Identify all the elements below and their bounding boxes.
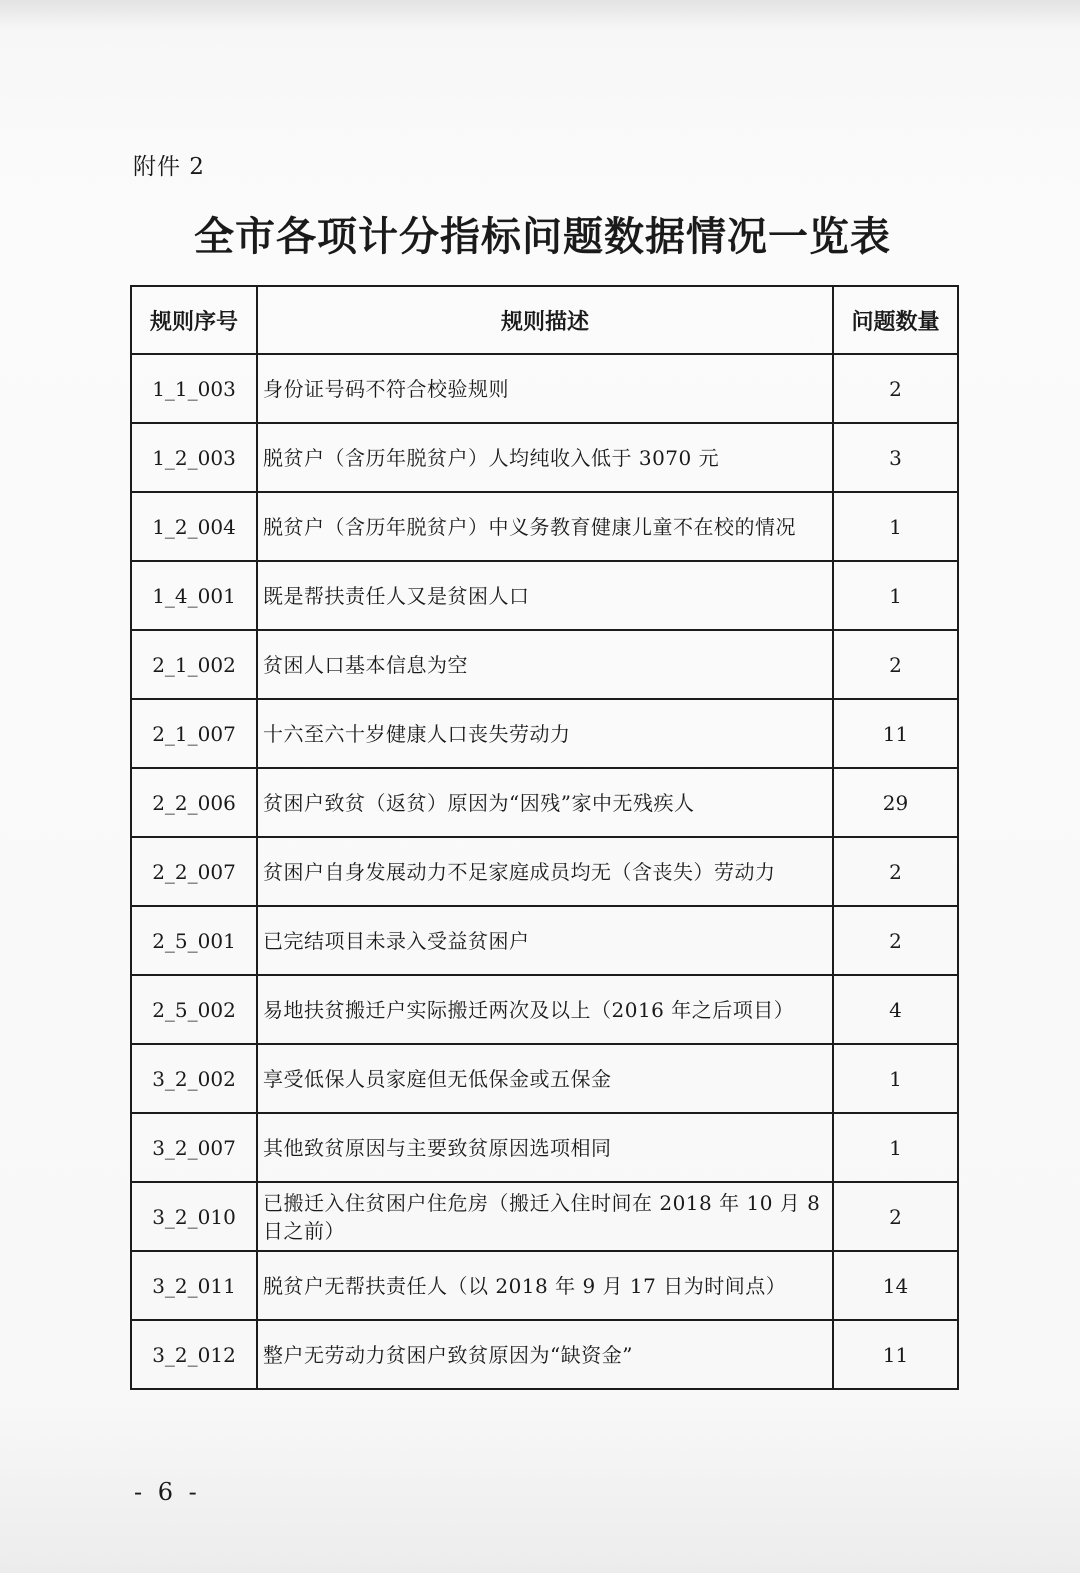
table-row <box>131 768 958 837</box>
rule-code-cell: 1_4_001 <box>131 561 257 630</box>
rule-description-cell: 脱贫户无帮扶责任人（以 2018 年 9 月 17 日为时间点） <box>257 1251 833 1320</box>
issue-count-cell: 3 <box>833 423 958 492</box>
table-row <box>131 1320 958 1389</box>
issue-count-cell: 2 <box>833 354 958 423</box>
rule-description-cell: 既是帮扶责任人又是贫困人口 <box>257 561 833 630</box>
rule-code-cell: 3_2_011 <box>131 1251 257 1320</box>
table-row <box>131 975 958 1044</box>
issue-count-cell: 29 <box>833 768 958 837</box>
rule-description-cell: 脱贫户（含历年脱贫户）中义务教育健康儿童不在校的情况 <box>257 492 833 561</box>
rule-description-cell: 贫困户自身发展动力不足家庭成员均无（含丧失）劳动力 <box>257 837 833 906</box>
rule-code-cell: 1_2_004 <box>131 492 257 561</box>
issue-count-cell: 2 <box>833 1182 958 1251</box>
table-row <box>131 354 958 423</box>
table-row <box>131 699 958 768</box>
document-title: 全市各项计分指标问题数据情况一览表 <box>194 214 891 260</box>
table-row <box>131 630 958 699</box>
rule-description-cell: 其他致贫原因与主要致贫原因选项相同 <box>257 1113 833 1182</box>
rule-code-cell: 3_2_007 <box>131 1113 257 1182</box>
table-row <box>131 1182 958 1251</box>
rule-description-cell: 贫困户致贫（返贫）原因为“因残”家中无残疾人 <box>257 768 833 837</box>
rule-code-cell: 1_1_003 <box>131 354 257 423</box>
table-header-row <box>131 286 958 354</box>
rule-description-cell: 贫困人口基本信息为空 <box>257 630 833 699</box>
issue-count-cell: 1 <box>833 1044 958 1113</box>
table-row <box>131 837 958 906</box>
table-row <box>131 906 958 975</box>
rule-description-cell: 已搬迁入住贫困户住危房（搬迁入住时间在 2018 年 10 月 8 日之前） <box>257 1182 833 1251</box>
issue-count-cell: 1 <box>833 1113 958 1182</box>
column-header-description: 规则描述 <box>257 286 833 354</box>
rule-code-cell: 2_5_001 <box>131 906 257 975</box>
rule-code-cell: 1_2_003 <box>131 423 257 492</box>
rule-code-cell: 3_2_010 <box>131 1182 257 1251</box>
rule-code-cell: 2_2_007 <box>131 837 257 906</box>
issue-count-cell: 11 <box>833 699 958 768</box>
table-row <box>131 492 958 561</box>
rule-code-cell: 2_5_002 <box>131 975 257 1044</box>
issue-count-cell: 2 <box>833 837 958 906</box>
rule-description-cell: 十六至六十岁健康人口丧失劳动力 <box>257 699 833 768</box>
column-header-count: 问题数量 <box>833 286 958 354</box>
column-header-code: 规则序号 <box>131 286 257 354</box>
rule-code-cell: 2_2_006 <box>131 768 257 837</box>
attachment-label: 附件 2 <box>133 154 205 180</box>
rules-table <box>130 285 959 1390</box>
issue-count-cell: 2 <box>833 906 958 975</box>
table-row <box>131 423 958 492</box>
issue-count-cell: 4 <box>833 975 958 1044</box>
rule-description-cell: 脱贫户（含历年脱贫户）人均纯收入低于 3070 元 <box>257 423 833 492</box>
page-number: - 6 - <box>134 1478 201 1506</box>
rule-description-cell: 易地扶贫搬迁户实际搬迁两次及以上（2016 年之后项目） <box>257 975 833 1044</box>
rule-description-cell: 已完结项目未录入受益贫困户 <box>257 906 833 975</box>
table-row <box>131 1044 958 1113</box>
issue-count-cell: 1 <box>833 561 958 630</box>
issue-count-cell: 1 <box>833 492 958 561</box>
rule-description-cell: 身份证号码不符合校验规则 <box>257 354 833 423</box>
issue-count-cell: 11 <box>833 1320 958 1389</box>
table-row <box>131 1251 958 1320</box>
issue-count-cell: 14 <box>833 1251 958 1320</box>
table-row <box>131 561 958 630</box>
issue-count-cell: 2 <box>833 630 958 699</box>
table-row <box>131 1113 958 1182</box>
rule-description-cell: 享受低保人员家庭但无低保金或五保金 <box>257 1044 833 1113</box>
rule-code-cell: 3_2_012 <box>131 1320 257 1389</box>
rule-code-cell: 2_1_002 <box>131 630 257 699</box>
rule-code-cell: 2_1_007 <box>131 699 257 768</box>
rule-code-cell: 3_2_002 <box>131 1044 257 1113</box>
rule-description-cell: 整户无劳动力贫困户致贫原因为“缺资金” <box>257 1320 833 1389</box>
